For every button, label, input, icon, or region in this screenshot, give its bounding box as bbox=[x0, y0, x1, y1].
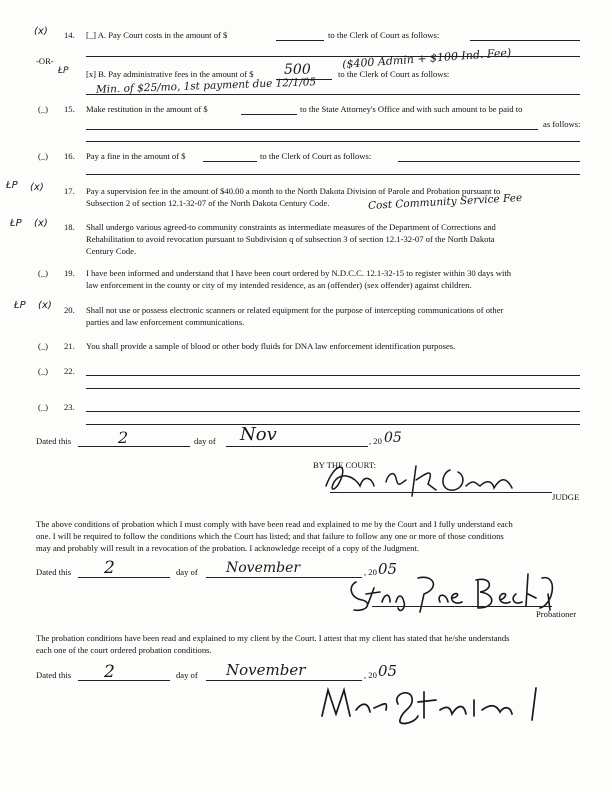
item-15-text-b: to the State Attorney's Office and with such amount to be paid to bbox=[300, 104, 523, 114]
attorney-dated-label: Dated this bbox=[36, 670, 72, 680]
probationer-month-line[interactable] bbox=[206, 577, 362, 578]
item-number-18: 18. bbox=[64, 222, 75, 232]
item-15-text-a: Make restitution in the amount of $ bbox=[86, 104, 208, 114]
item-14b-text-b: to the Clerk of Court as follows: bbox=[338, 69, 450, 79]
restitution-amount-line[interactable] bbox=[241, 114, 297, 115]
check-mark-20[interactable]: (x) bbox=[38, 300, 52, 311]
item-16-text-a: Pay a fine in the amount of $ bbox=[86, 151, 186, 161]
item-21-text: You shall provide a sample of blood or other body fluids for DNA law enforcement identification purposes. bbox=[86, 341, 456, 351]
restitution-terms-line-2[interactable] bbox=[86, 141, 580, 142]
item-number-22: 22. bbox=[64, 366, 75, 376]
fine-amount-line[interactable] bbox=[203, 161, 257, 162]
attorney-para-line2: each one of the court ordered probation conditions. bbox=[36, 645, 212, 655]
initials-14b: ŁP bbox=[58, 66, 69, 76]
court-month: Nov bbox=[240, 424, 277, 445]
item-number-14: 14. bbox=[64, 30, 75, 40]
item-17-line1: Pay a supervision fee in the amount of $40.00 a month to the North Dakota Division of Parole and Probation pursuant to bbox=[86, 186, 501, 196]
item-19-line2: law enforcement in the county or city of my intended residence, as an (offender) (sex offender) against children. bbox=[86, 280, 472, 290]
item-19-line1: I have been informed and understand that I have been court ordered by N.D.C.C. 12.1-32-15 to register within 30 days with bbox=[86, 268, 512, 278]
court-month-line[interactable] bbox=[226, 446, 368, 447]
admin-fee-breakdown: ($400 Admin + $100 Ind. Fee) bbox=[341, 46, 512, 71]
item-number-19: 19. bbox=[64, 268, 75, 278]
checkbox-19[interactable]: (_) bbox=[38, 268, 49, 278]
probationer-para-line3: may and probably will result in a revocation of the probation. I acknowledge receipt of a copy of the Judgment. bbox=[36, 543, 420, 553]
probationer-month: November bbox=[226, 560, 301, 576]
item-number-17: 17. bbox=[64, 186, 75, 196]
court-year: 05 bbox=[384, 430, 402, 446]
probationer-year: 05 bbox=[378, 560, 398, 578]
judge-signature-line[interactable] bbox=[330, 492, 552, 493]
probationer-day-of-label: day of bbox=[176, 567, 198, 577]
attorney-day-line[interactable] bbox=[78, 680, 170, 681]
court-year-prefix: , 20 bbox=[369, 436, 382, 446]
item-number-20: 20. bbox=[64, 305, 75, 315]
checkbox-21[interactable]: (_) bbox=[38, 341, 49, 351]
attorney-day: 2 bbox=[104, 662, 115, 682]
court-costs-amount-line[interactable] bbox=[276, 40, 324, 41]
probationer-para-line1: The above conditions of probation which I must comply with have been read and explained to me by the Court and I fully understand each bbox=[36, 519, 513, 529]
item-number-15: 15. bbox=[64, 104, 75, 114]
item-23-line-2[interactable] bbox=[86, 424, 580, 425]
fine-terms-line[interactable] bbox=[398, 161, 580, 162]
item-20-line1: Shall not use or possess electronic scanners or related equipment for the purpose of intercepting communications of other bbox=[86, 305, 504, 315]
probationer-year-prefix: , 20 bbox=[364, 567, 377, 577]
attorney-signature bbox=[314, 680, 564, 728]
court-dated-label: Dated this bbox=[36, 436, 72, 446]
item-22-line-2[interactable] bbox=[86, 388, 580, 389]
admin-fee-amount: 500 bbox=[284, 62, 311, 78]
item-17-handwritten-note: Cost Community Service Fee bbox=[367, 191, 523, 213]
item-number-16: 16. bbox=[64, 151, 75, 161]
item-15-text-c: as follows: bbox=[543, 119, 581, 129]
item-14-text-b: to the Clerk of Court as follows: bbox=[328, 30, 440, 40]
item-16-text-b: to the Clerk of Court as follows: bbox=[260, 151, 372, 161]
court-costs-terms-line[interactable] bbox=[470, 40, 580, 41]
check-mark-18[interactable]: (x) bbox=[34, 218, 48, 229]
checkbox-23[interactable]: (_) bbox=[38, 402, 49, 412]
item-17-line2: Subsection 2 of section 12.1-32-07 of the North Dakota Century Code. bbox=[86, 198, 330, 208]
probationer-para-line2: one. I will be required to follow the conditions which the Court has listed; and that failure to follow any one or more of those conditions bbox=[36, 531, 504, 541]
item-number-21: 21. bbox=[64, 341, 75, 351]
restitution-terms-line[interactable] bbox=[86, 129, 538, 130]
court-day-of-label: day of bbox=[194, 436, 216, 446]
probationer-signature-line[interactable] bbox=[372, 606, 552, 607]
check-mark-14[interactable]: (x) bbox=[34, 26, 48, 37]
probationer-dated-label: Dated this bbox=[36, 567, 72, 577]
item-18-line1: Shall undergo various agreed-to community constraints as intermediate measures of the Department of Corrections and bbox=[86, 222, 496, 232]
checkbox-15[interactable]: (_) bbox=[38, 104, 49, 114]
item-14-text-a: [_] A. Pay Court costs in the amount of $ bbox=[86, 30, 228, 40]
probationer-day: 2 bbox=[104, 558, 115, 578]
judge-signature bbox=[316, 456, 536, 500]
probationer-role-label: Probationer bbox=[536, 609, 577, 619]
item-20-line2: parties and law enforcement communications. bbox=[86, 317, 245, 327]
admin-fee-terms-line[interactable] bbox=[86, 94, 580, 95]
item-number-23: 23. bbox=[64, 402, 75, 412]
attorney-day-of-label: day of bbox=[176, 670, 198, 680]
admin-fee-terms: Min. of $25/mo, 1st payment due 12/1/05 bbox=[95, 76, 317, 96]
attorney-para-line1: The probation conditions have been read and explained to my client by the Court. I attest that my client has stated that he/she understands bbox=[36, 633, 510, 643]
attorney-year-prefix: , 20 bbox=[364, 670, 377, 680]
fine-terms-line-2[interactable] bbox=[86, 174, 580, 175]
checkbox-16[interactable]: (_) bbox=[38, 151, 49, 161]
item-22-line-1[interactable] bbox=[86, 375, 580, 376]
checkbox-22[interactable]: (_) bbox=[38, 366, 49, 376]
initials-20: ŁP bbox=[14, 300, 26, 311]
court-day: 2 bbox=[118, 428, 129, 447]
probationer-day-line[interactable] bbox=[78, 577, 170, 578]
judge-role-label: JUDGE bbox=[552, 492, 580, 502]
attorney-month: November bbox=[226, 661, 306, 679]
initials-18: ŁP bbox=[10, 218, 22, 229]
item-23-line-1[interactable] bbox=[86, 411, 580, 412]
by-the-court-label: BY THE COURT: bbox=[313, 460, 377, 470]
initials-17: ŁP bbox=[6, 180, 18, 191]
or-separator: -OR- bbox=[36, 56, 54, 66]
item-14b-text-a: [x] B. Pay administrative fees in the amount of $ bbox=[86, 69, 254, 79]
item-18-line3: Century Code. bbox=[86, 246, 137, 256]
check-mark-17[interactable]: (x) bbox=[30, 182, 44, 193]
attorney-year: 05 bbox=[378, 662, 398, 680]
item-18-line2: Rehabilitation to avoid revocation pursuant to Subdivision q of subsection 3 of section 12.1-32-07 of the North Dakota bbox=[86, 234, 495, 244]
court-day-line[interactable] bbox=[78, 446, 190, 447]
